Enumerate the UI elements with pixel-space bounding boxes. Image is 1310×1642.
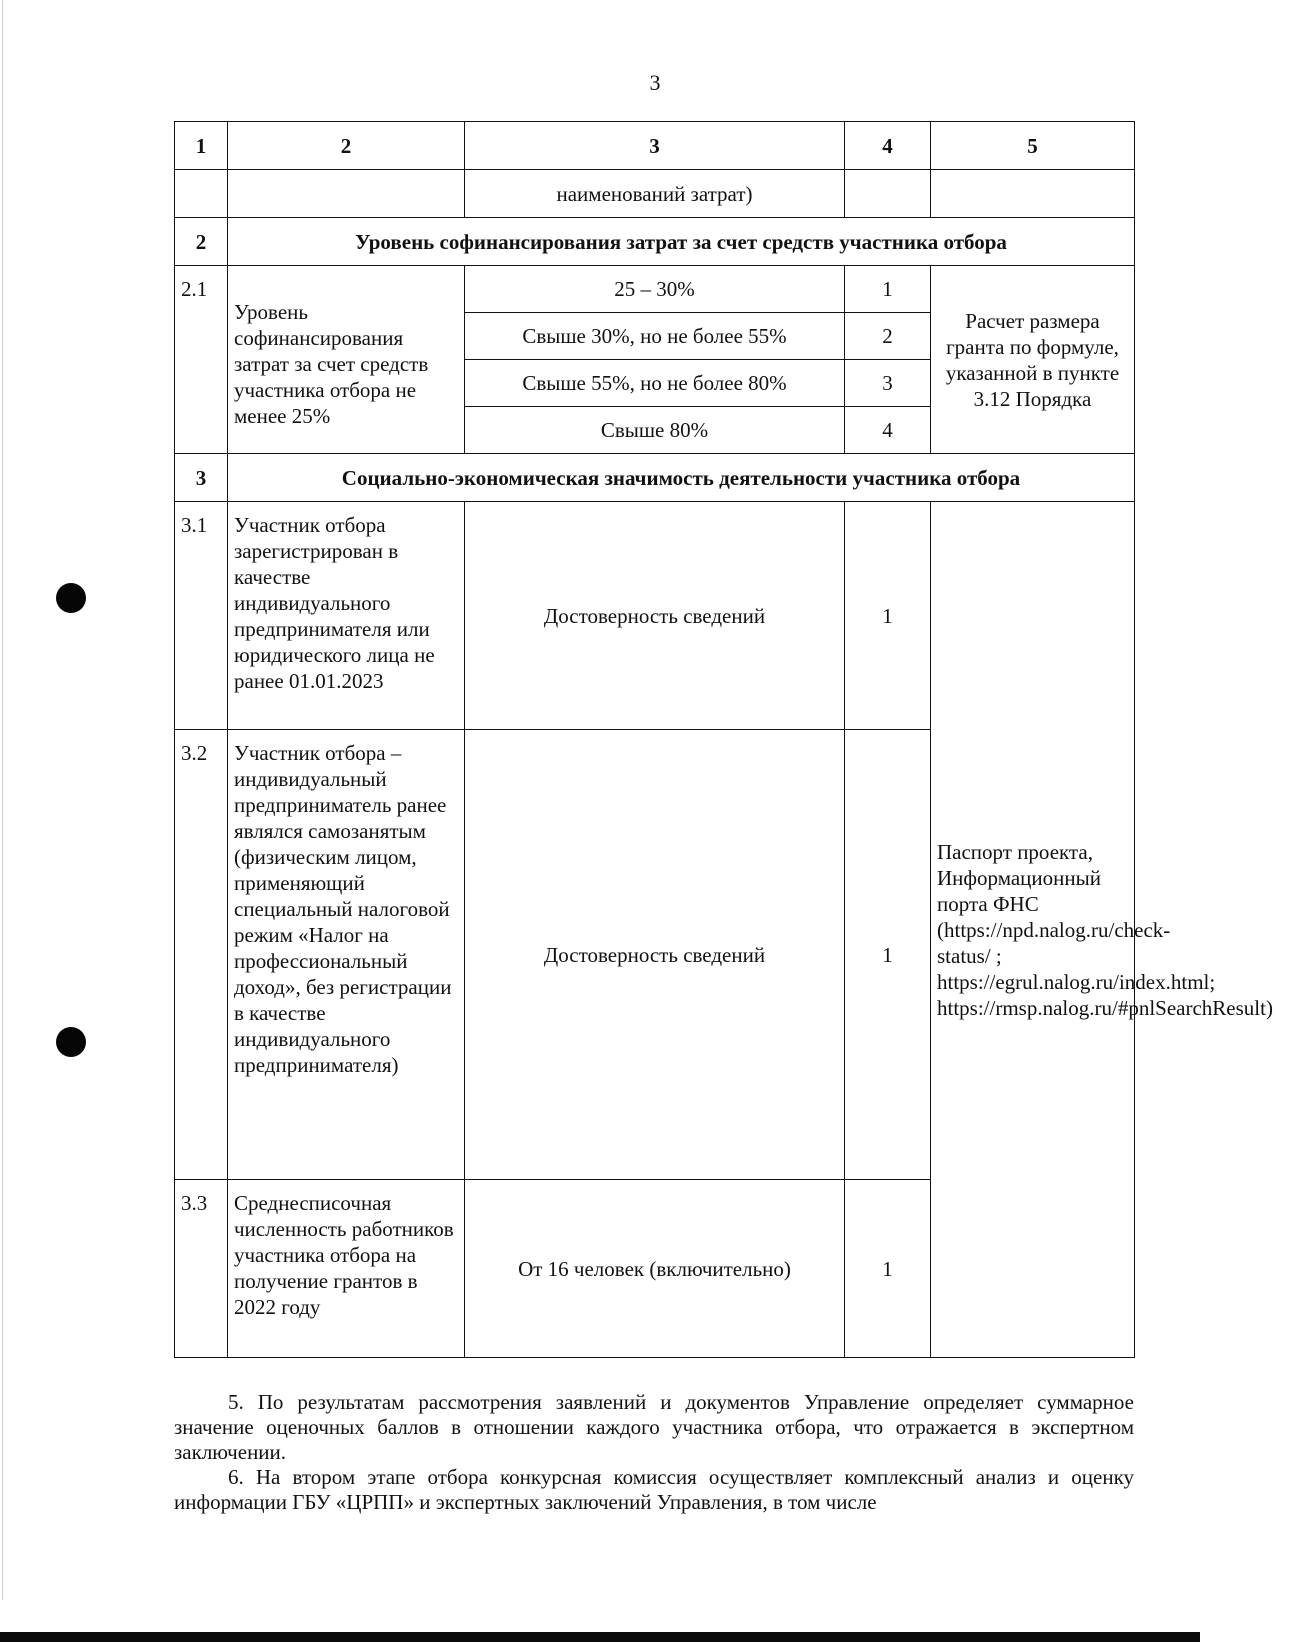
table-header-row <box>175 122 1135 170</box>
header-cell: 1 <box>175 122 228 170</box>
punch-hole-mark <box>56 1027 86 1057</box>
score-text: 1 <box>845 502 931 730</box>
scan-bottom-band <box>0 1632 1200 1642</box>
table-row-3-1 <box>175 502 1135 730</box>
row-number: 3.3 <box>175 1180 228 1358</box>
section-row-2 <box>175 218 1135 266</box>
row-number: 3.2 <box>175 730 228 1180</box>
criterion-text: Уровень софинансирования затрат за счет средств участника отбора не менее 25% <box>228 266 465 454</box>
score-text: 1 <box>845 730 931 1180</box>
tier-score: 1 <box>845 266 931 313</box>
page-number: 3 <box>649 70 661 95</box>
section-row-3 <box>175 454 1135 502</box>
criterion-text: Участник отбора зарегистрирован в качестве индивидуального предпринимателя или юридического лица не ранее 01.01.2023 <box>228 502 465 730</box>
source-text: Паспорт проекта, Информационный порта ФНС (https://npd.nalog.ru/check-status/ ; https://egrul.nalog.ru/index.html; https://rmsp.nalog.ru/#pnlSearchResult) <box>931 502 1135 1358</box>
section-title: Социально-экономическая значимость деятельности участника отбора <box>228 454 1135 502</box>
paragraph-5 <box>174 1390 1134 1465</box>
tier-score: 2 <box>845 313 931 360</box>
value-text: Достоверность сведений <box>465 502 845 730</box>
row-number: 2.1 <box>175 266 228 454</box>
table-row-2-1 <box>175 266 1135 313</box>
paragraph-number: 6. <box>228 1465 244 1489</box>
paragraph-text: По результатам рассмотрения заявлений и документов Управление определяет суммарное значение оценочных баллов в отношении каждого участника отбора, что отражается в экспертном заключении. <box>174 1390 1134 1464</box>
punch-hole-mark <box>56 583 86 613</box>
tier-value: Свыше 30%, но не более 55% <box>465 313 845 360</box>
tier-value: Свыше 80% <box>465 407 845 454</box>
row-number: 3.1 <box>175 502 228 730</box>
tier-value: 25 – 30% <box>465 266 845 313</box>
paragraph-text: На втором этапе отбора конкурсная комиссия осуществляет комплексный анализ и оценку информации ГБУ «ЦРПП» и экспертных заключений Управления, в том числе <box>174 1465 1134 1514</box>
section-title: Уровень софинансирования затрат за счет средств участника отбора <box>228 218 1135 266</box>
value-text: От 16 человек (включительно) <box>465 1180 845 1358</box>
criteria-table <box>174 121 1273 1358</box>
header-cell: 4 <box>845 122 931 170</box>
header-cell: 5 <box>931 122 1135 170</box>
paragraph-6 <box>174 1465 1134 1515</box>
tier-score: 4 <box>845 407 931 454</box>
scan-edge-line <box>2 0 3 1600</box>
value-text: Достоверность сведений <box>465 730 845 1180</box>
continuation-row <box>175 170 1135 218</box>
section-number: 3 <box>175 454 228 502</box>
tier-score: 3 <box>845 360 931 407</box>
header-cell: 2 <box>228 122 465 170</box>
source-text: Расчет размера гранта по формуле, указанной в пункте 3.12 Порядка <box>931 266 1135 454</box>
continuation-text: наименований затрат) <box>465 170 845 218</box>
score-text: 1 <box>845 1180 931 1358</box>
section-number: 2 <box>175 218 228 266</box>
criterion-text: Среднесписочная численность работников участника отбора на получение грантов в 2022 году <box>228 1180 465 1358</box>
tier-value: Свыше 55%, но не более 80% <box>465 360 845 407</box>
header-cell: 3 <box>465 122 845 170</box>
paragraph-number: 5. <box>228 1390 244 1414</box>
criterion-text: Участник отбора – индивидуальный предприниматель ранее являлся самозанятым (физическим лицом, применяющий специальный налоговой режим «Налог на профессиональный доход», без регистрации в качестве индивидуального предпринимателя) <box>228 730 465 1180</box>
